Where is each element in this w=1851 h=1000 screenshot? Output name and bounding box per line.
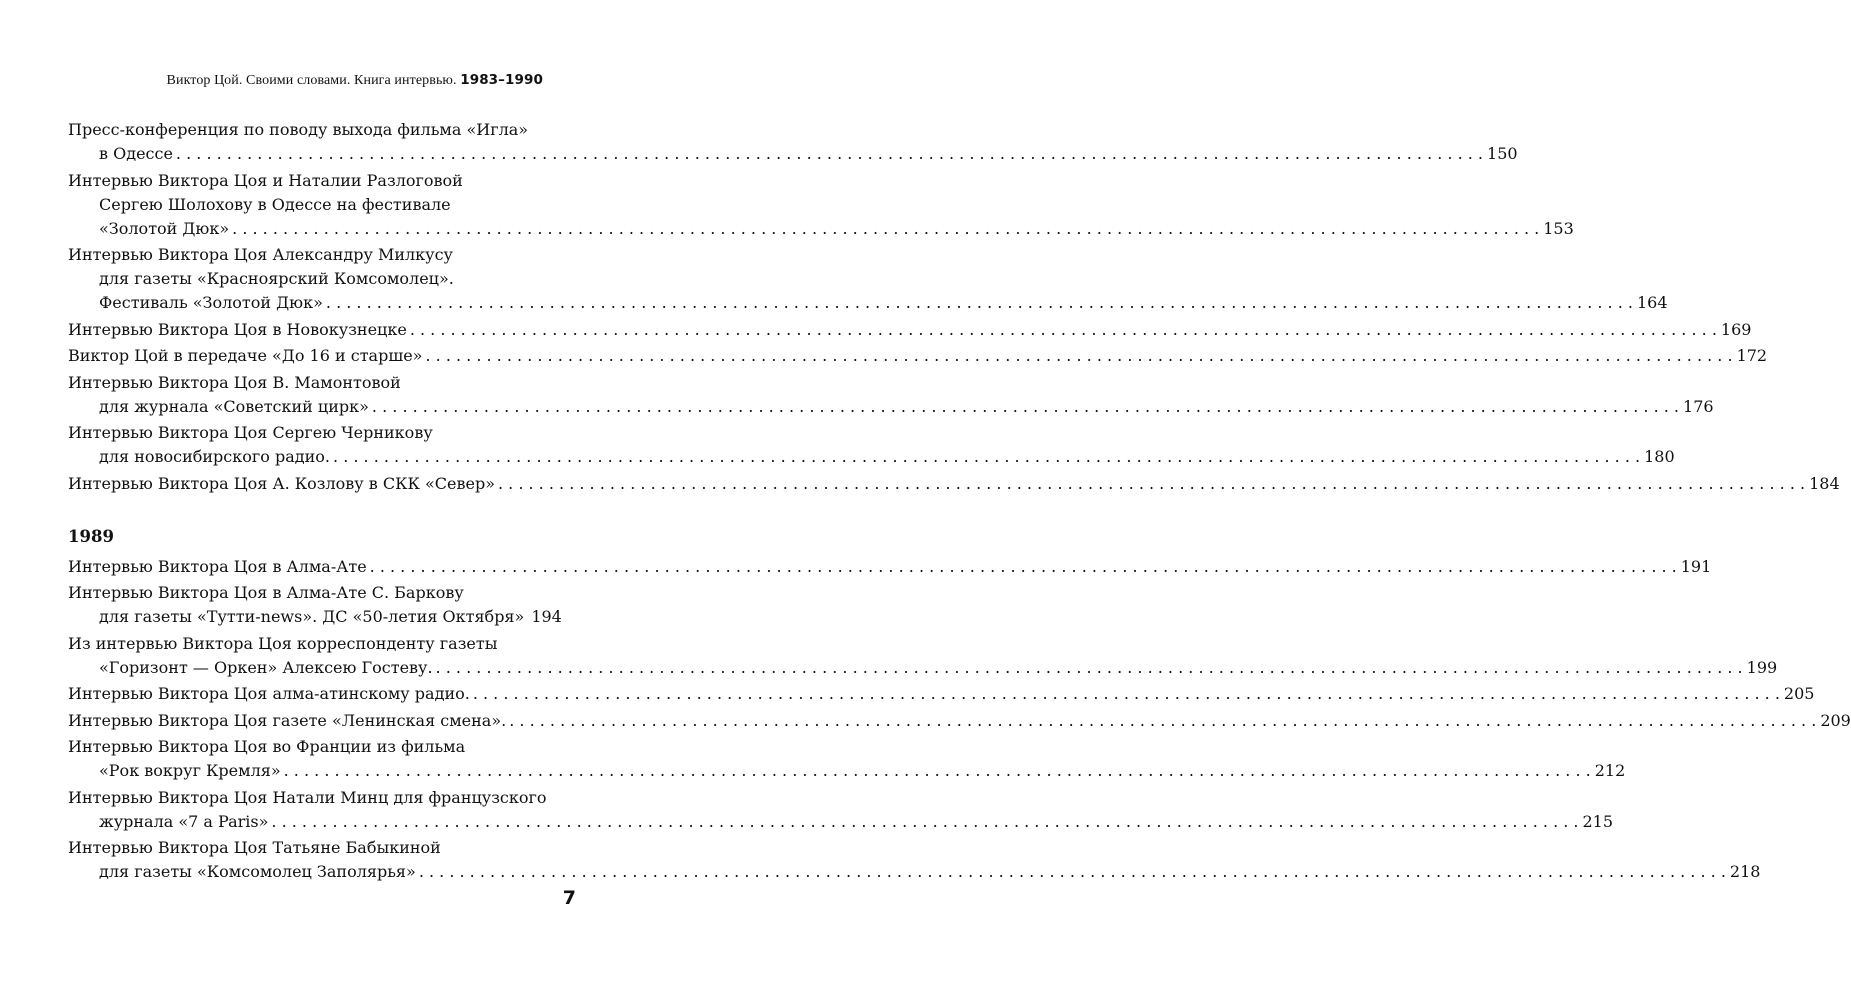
toc-entry-text: Интервью Виктора Цоя алма-атинскому радио. <box>68 684 470 703</box>
toc-entry-text: Пресс-конференция по поводу выхода фильма «Игла» <box>68 120 529 139</box>
toc-entry-last-line <box>68 344 1768 368</box>
dot-leader <box>370 555 1677 579</box>
toc-entry <box>68 555 1712 579</box>
toc-entry <box>68 169 1574 241</box>
toc-entry <box>68 118 1518 166</box>
toc-entry-last-line <box>68 472 1840 496</box>
toc-entry-page: 172 <box>1736 346 1768 365</box>
toc-entry-text: журнала «7 a Paris» <box>99 811 269 831</box>
table-of-contents <box>68 118 1851 887</box>
dot-leader <box>436 656 1743 680</box>
toc-entry-text: Интервью Виктора Цоя в Алма-Ате <box>68 556 367 576</box>
toc-entry <box>68 581 562 629</box>
toc-entry-last-line <box>68 682 1815 706</box>
dot-leader <box>176 142 1483 166</box>
toc-entry-last-line <box>68 445 1675 469</box>
toc-entry <box>68 344 1768 368</box>
toc-entry-last-line <box>68 605 562 629</box>
toc-entry-text: для журнала «Советский цирк» <box>99 396 369 416</box>
toc-entry-text: «Горизонт — Оркен» Алексею Гостеву. <box>99 657 433 677</box>
toc-entry-page: 150 <box>1487 144 1518 163</box>
toc-entry-text: Интервью Виктора Цоя в Новокузнецке <box>68 319 407 339</box>
running-head-title: Виктор Цой. Своими словами. Книга интервью. <box>166 73 457 88</box>
toc-entry <box>68 836 1761 884</box>
toc-entry-text: для новосибирского радио. <box>99 447 331 466</box>
toc-entry-page: 212 <box>1594 761 1626 780</box>
toc-entry-text: Фестиваль «Золотой Дюк» <box>99 293 323 312</box>
dot-leader <box>419 860 1726 884</box>
toc-entry-text: «Рок вокруг Кремля» <box>99 761 281 780</box>
toc-entry-last-line <box>68 395 1714 419</box>
section-year: 1989 <box>68 526 114 546</box>
toc-entry-last-line <box>68 291 1668 315</box>
dot-leader <box>498 472 1805 496</box>
toc-entry-last-line <box>68 318 1752 342</box>
toc-entry-text: Интервью Виктора Цоя А. Козлову в СКК «Север» <box>68 473 495 493</box>
dot-leader <box>473 682 1780 706</box>
page-number: 7 <box>562 887 576 909</box>
running-head-years: 1983–1990 <box>460 72 543 88</box>
toc-entry-page: 205 <box>1783 684 1815 703</box>
toc-entry <box>68 786 1614 834</box>
toc-entry-last-line <box>68 656 1778 680</box>
toc-entry-page: 209 <box>1820 710 1851 730</box>
dot-leader <box>326 291 1633 315</box>
toc-entry <box>68 371 1714 419</box>
toc-entry-page: 215 <box>1582 811 1614 831</box>
toc-entry <box>68 632 1778 680</box>
toc-entry-text: Интервью Виктора Цоя Александру Милкусу <box>68 245 453 264</box>
toc-entry-page: 180 <box>1644 447 1675 466</box>
toc-entry-text: в Одессе <box>99 144 173 163</box>
toc-entry-page: 169 <box>1720 319 1752 339</box>
toc-entry-last-line <box>68 759 1626 783</box>
toc-entry-page: 194 <box>531 607 562 626</box>
toc-entry-text: Интервью Виктора Цоя в Алма-Ате С. Баркову <box>68 583 464 602</box>
toc-entry-text: для газеты «Тутти-news». ДС «50-летия Октября» <box>99 607 525 626</box>
toc-entry-last-line <box>68 860 1761 884</box>
dot-leader <box>232 217 1539 241</box>
dot-leader <box>509 709 1816 733</box>
toc-entry-page: 218 <box>1729 862 1761 881</box>
toc-entry-page: 184 <box>1809 473 1840 493</box>
toc-entry <box>68 472 1840 496</box>
dot-leader <box>425 344 1732 368</box>
toc-entry-page: 191 <box>1680 556 1712 576</box>
toc-entry <box>68 421 1675 469</box>
toc-entry-text: Виктор Цой в передаче «До 16 и старше» <box>68 346 423 365</box>
toc-entry-text: Интервью Виктора Цоя и Наталии Разлоговой <box>68 170 463 190</box>
toc-entry-text: Сергею Шолохову в Одессе на фестивале <box>99 194 451 214</box>
toc-entry <box>68 735 1626 783</box>
toc-entry-page: 164 <box>1636 293 1668 312</box>
toc-entry-last-line <box>68 709 1851 733</box>
dot-leader <box>333 445 1640 469</box>
toc-entry <box>68 709 1851 733</box>
toc-entry <box>68 243 1668 315</box>
toc-entry-text: «Золотой Дюк» <box>99 218 230 238</box>
toc-entry-page: 199 <box>1746 657 1778 677</box>
toc-entry-text: для газеты «Комсомолец Заполярья» <box>99 862 416 881</box>
toc-entry-text: Интервью Виктора Цоя Сергею Черникову <box>68 423 433 442</box>
toc-entry <box>68 318 1752 342</box>
dot-leader <box>410 318 1717 342</box>
toc-entry-text: Интервью Виктора Цоя газете «Ленинская смена». <box>68 710 507 730</box>
toc-entry-text: Интервью Виктора Цоя Татьяне Бабыкиной <box>68 838 441 857</box>
toc-entry-text: Интервью Виктора Цоя В. Мамонтовой <box>68 372 401 392</box>
toc-entry <box>68 682 1815 706</box>
toc-entry-text: Интервью Виктора Цоя Натали Минц для французского <box>68 787 547 807</box>
toc-entry-last-line <box>68 217 1574 241</box>
toc-entry-page: 153 <box>1543 218 1574 238</box>
toc-entry-last-line <box>68 142 1518 166</box>
dot-leader <box>372 395 1679 419</box>
running-head <box>68 72 543 89</box>
toc-entry-page: 176 <box>1683 396 1714 416</box>
dot-leader <box>284 759 1591 783</box>
toc-entry-text: Из интервью Виктора Цоя корреспонденту газеты <box>68 633 498 653</box>
toc-entry-last-line <box>68 555 1712 579</box>
toc-entry-text: для газеты «Красноярский Комсомолец». <box>99 269 454 288</box>
dot-leader <box>271 810 1578 834</box>
toc-entry-text: Интервью Виктора Цоя во Франции из фильма <box>68 737 466 756</box>
toc-entry-last-line <box>68 810 1614 834</box>
